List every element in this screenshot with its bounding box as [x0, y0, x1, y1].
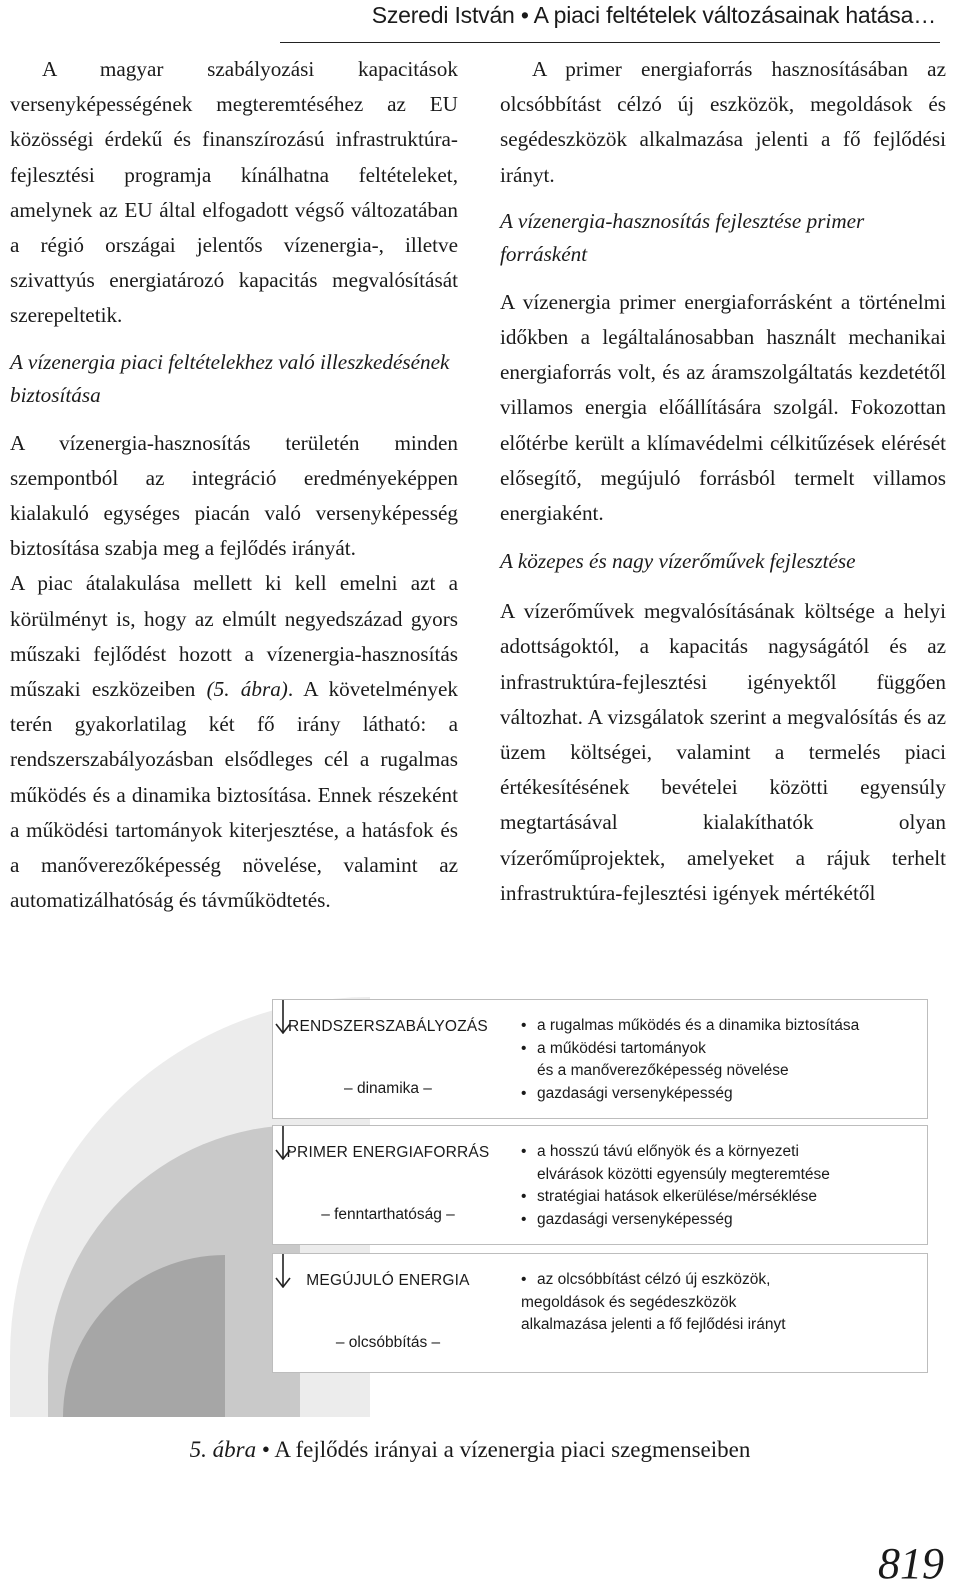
page-number: 819 [878, 1539, 944, 1588]
left-paragraph-1: A magyar szabályozási kapacitások versenyképességének megteremtéséhez az EU közösségi érdekű és finanszírozású infrastruktúra-fejlesztési programja kínálhatna feltételeket, amelynek az EU által elfogadott végső változatában a régió országai jelentős vízenergia-, illetve szivattyús energiatározó kapacitás megvalósítását szerepeltetik. [10, 57, 458, 328]
segment-bullet-list [521, 1269, 786, 1337]
left-paragraph-3-start: A piac átalakulása mellett ki kell emelni azt a körülményt is, hogy az elmúlt negyedszázad gyors műszaki fejlődést hozott a vízenergia-hasznosítás műszaki eszközeiben [10, 571, 458, 702]
figure-caption [0, 1437, 940, 1463]
left-column [10, 52, 458, 918]
segment-bullet-list [521, 1141, 830, 1231]
down-arrow-icon [273, 1254, 293, 1288]
bullet-item-continuation: elvárások közötti egyensúly megteremtése [537, 1165, 830, 1183]
bullet-item: • a működési tartományok [521, 1039, 706, 1057]
segment-driver: – dinamika – [344, 1080, 432, 1097]
segment-bullet-list [521, 1015, 859, 1105]
right-column [500, 52, 946, 911]
bullet-item-continuation: megoldások és segédeszközök [521, 1293, 737, 1311]
down-arrow-icon [273, 1126, 293, 1160]
segment-box-system-regulation [272, 999, 928, 1119]
segment-driver: – olcsóbbítás – [335, 1334, 441, 1351]
segment-title: PRIMER ENERGIAFORRÁS [286, 1144, 490, 1161]
left-paragraph-3 [10, 566, 458, 918]
segment-title: MEGÚJULÓ ENERGIA [306, 1272, 470, 1289]
segment-driver: – fenntarthatóság – [321, 1206, 455, 1223]
segment-box-renewable-energy [272, 1253, 928, 1373]
right-paragraph-3: A vízerőművek megvalósításának költsége a helyi adottságoktól, a kapacitás nagyságától és az infrastruktúra-fejlesztési igényektől függően változhat. A vizsgálatok szerint a megvalósítás és az üzem költségei, valamint a termelés piaci értékesítésének bevételei közötti egyensúly megtartásával kialakíthatók olyan vízerőműprojektek, amelyeket a rájuk terhelt infrastruktúra-fejlesztési igények mértékétől [500, 599, 946, 905]
figure-5 [10, 997, 928, 1417]
running-header [280, 0, 940, 43]
section-heading-hydro-plants: A közepes és nagy vízerőművek fejlesztése [500, 549, 856, 574]
bullet-item: • az olcsóbbítást célzó új eszközök, [521, 1271, 771, 1288]
segment-title: RENDSZERSZABÁLYOZÁS [288, 1018, 488, 1035]
bullet-item-continuation: és a manőverezőképesség növelése [537, 1062, 789, 1079]
running-title: Szeredi István • A piaci feltételek változásainak hatása… [371, 2, 936, 28]
right-paragraph-1: A primer energiaforrás hasznosításában az olcsóbbítást célzó új eszközök, megoldások és segédeszközök alkalmazása jelenti a fő fejlődési irányt. [500, 57, 946, 187]
down-arrow-icon [273, 1000, 293, 1034]
section-heading-primary-source: A vízenergia-hasznosítás fejlesztése primer forrásként [500, 208, 865, 266]
caption-separator: • [256, 1437, 275, 1462]
bullet-item: • a hosszú távú előnyök és a környezeti [521, 1143, 799, 1160]
bullet-item: • gazdasági versenyképesség [521, 1084, 733, 1102]
segment-box-primary-energy [272, 1125, 928, 1245]
figure-reference: (5. ábra) [206, 677, 288, 702]
bullet-item: • a rugalmas működés és a dinamika biztosítása [521, 1017, 860, 1034]
section-heading-market-fit: A vízenergia piaci feltételekhez való illeszkedésének biztosítása [10, 349, 450, 407]
caption-text: A fejlődés irányai a vízenergia piaci szegmenseiben [274, 1437, 751, 1462]
right-paragraph-2: A vízenergia primer energiaforrásként a történelmi időkben a legáltalánosabban használt mechanikai energiaforrás volt, és az áramszolgáltatás kezdetétől villamos energia előállítására szolgál. Fokozottan előtérbe került a klímavédelmi célkitűzések elérését elősegítő, megújuló forrásból termelt villamos energiaként. [500, 289, 946, 526]
bullet-item: • stratégiai hatások elkerülése/mérséklése [521, 1188, 817, 1205]
left-paragraph-3-end: . A követelmények terén gyakorlatilag két fő irány látható: a rendszerszabályozásban elsődleges cél a rugalmas működés és a dinamika biztosítása. Ennek részeként a működési tartományok kiterjesztése, a hatásfok és a manőverezőképesség növelése, valamint az automatizálhatóság és távműködtetés. [10, 677, 458, 913]
bullet-item-continuation: alkalmazása jelenti a fő fejlődési irányt [521, 1316, 786, 1333]
left-paragraph-2: A vízenergia-hasznosítás területén minden szempontból az integráció eredményeképpen kialakuló egységes piacán való versenyképesség biztosítása szabja meg a fejlődés irányát. [10, 430, 458, 561]
bullet-item: • gazdasági versenyképesség [521, 1210, 733, 1228]
figure-label: 5. ábra [189, 1437, 257, 1462]
